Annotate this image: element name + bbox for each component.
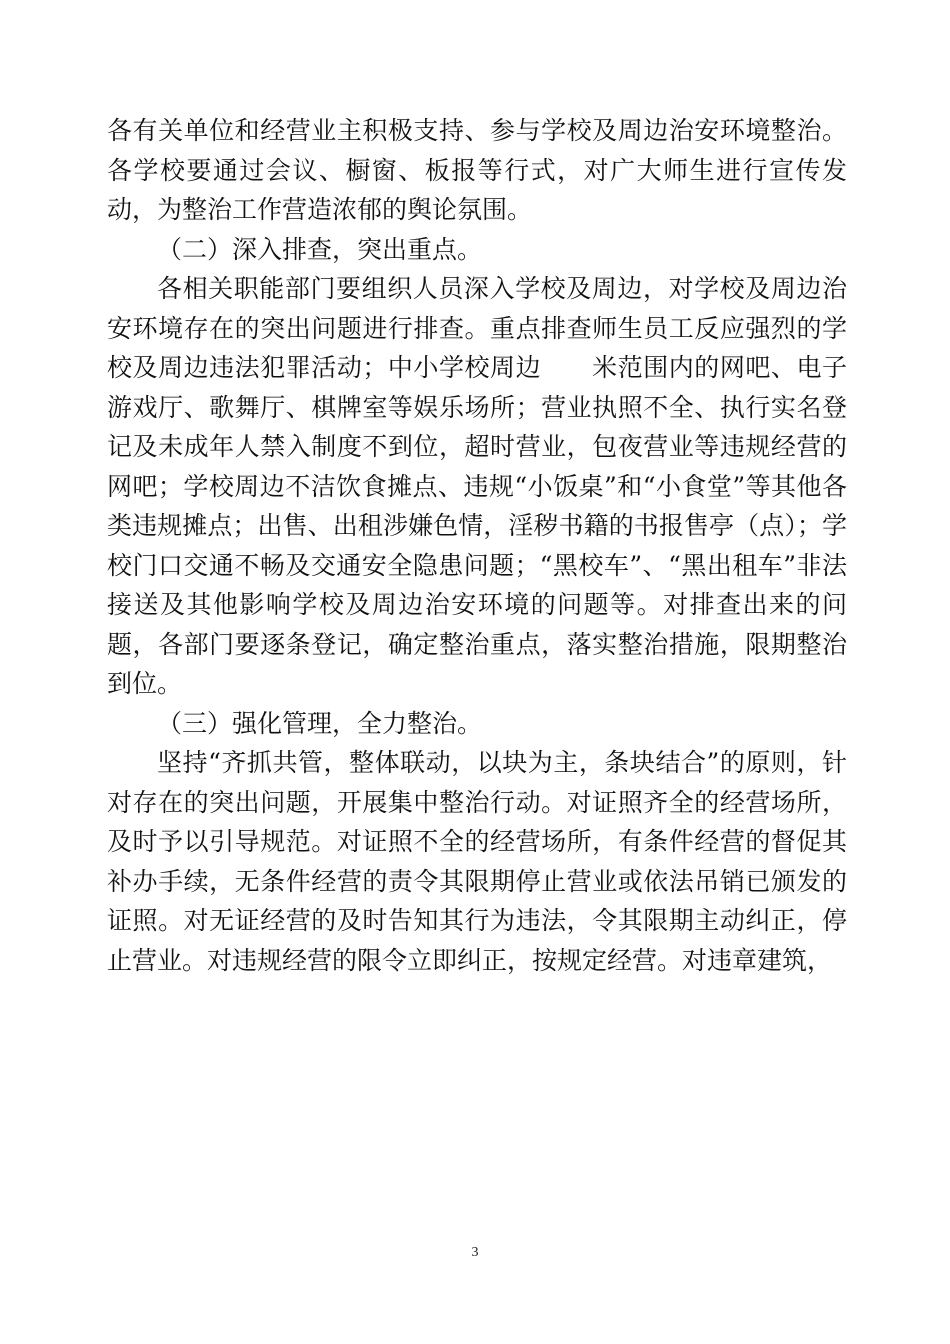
section-heading-3: （三）强化管理，全力整治。 <box>157 708 483 738</box>
page-number: 3 <box>471 1245 479 1260</box>
paragraph-management: 坚持“齐抓共管，整体联动，以块为主，条块结合”的原则，针对存在的突出问题，开展集中整治行动。对证照齐全的经营场所，及时予以引导规范。对证照不全的经营场所，有条件经营的督促其补办手续，无条件经营的责令其限期停止营业或依法吊销已颁发的证照。对无证经营的及时告知其行为违法，令其限期主动纠正，停止营业。对违规经营的限令立即纠正，按规定经营。对违章建筑， <box>107 748 847 975</box>
paragraph-investigation: 各相关职能部门要组织人员深入学校及周边，对学校及周边治安环境存在的突出问题进行排查。重点排查师生员工反应强烈的学校及周边违法犯罪活动；中小学校周边 米范围内的网吧、电子游戏厅、歌舞厅、棋牌室等娱乐场所；营业执照不全、执行实名登记及未成年人禁入制度不到位，超时营业，包夜营业等违规经营的网吧；学校周边不洁饮食摊点、违规“小饭桌”和“小食堂”等其他各类违规摊点；出售、出租涉嫌色情，淫秽书籍的书报售亭（点）；学校门口交通不畅及交通安全隐患问题；“黑校车”、“黑出租车”非法接送及其他影响学校及周边治安环境的问题等。对排查出来的问题，各部门要逐条登记，确定整治重点，落实整治措施，限期整治到位。 <box>107 274 847 698</box>
section-heading-2: （二）深入排查，突出重点。 <box>157 234 483 264</box>
document-body <box>107 111 847 980</box>
paragraph-continued: 各有关单位和经营业主积极支持、参与学校及周边治安环境整治。各学校要通过会议、橱窗、板报等行式，对广大师生进行宣传发动，为整治工作营造浓郁的舆论氛围。 <box>107 116 847 224</box>
